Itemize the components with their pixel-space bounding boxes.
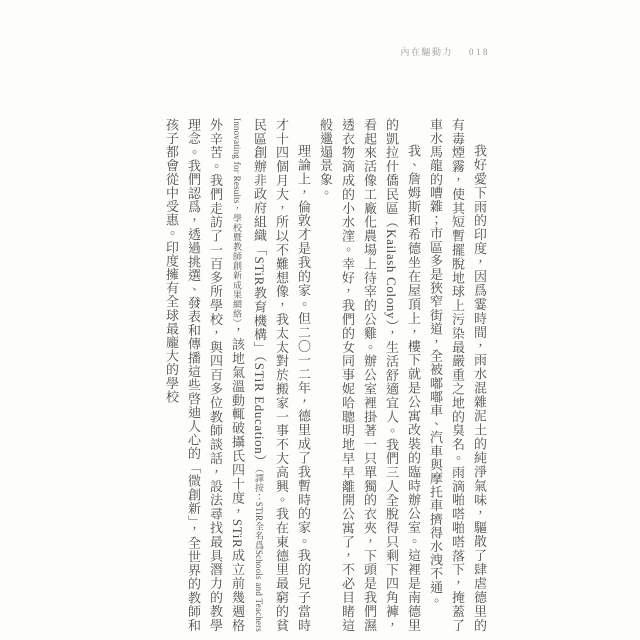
running-head [400, 45, 490, 58]
paragraph-rooftop-office: 我、詹姆斯和希德坐在屋頂上，樓下就是公寓改裝的臨時辦公室。這裡是南德里的凱拉什僑民區（Kailash Colony），生活舒適宜人。我們三人全脫得只剩下四角褲，看起來活像工廠化農場上待宰的公雞。辦公室裡掛著一只單獨的衣夾，下頭是我們濕透衣物滴成的小水漥。幸好，我們的女同事妮哈聰明地早早離開公寓了，不必目睹這般邋遢景象。 [318, 118, 421, 632]
translator-note: （譯按：STiR全名爲Schools and Teachers Innovating for Results，學校暨教師創新成果網絡） [232, 118, 264, 632]
paragraph-stir-lead: 理論上，倫敦才是我的家。但二〇一二年，德里成了我暫時的家。我的兒子當時才十四個月大，所以不難想像，我太太對於搬家一事不大高興。我在東德里最窮的貧民區創辦非政府組織「STiR教育機構」（STiR Education） [252, 118, 311, 632]
paragraph-stir-tail: ，該地氣溫動輒破攝氏四十度，STiR成立前幾週格外辛苦。我們走訪了一百多所學校，與四百多位教師談話，設法尋找最具潛力的教學理念。我們認爲，透過挑選、發表和傳播這些啓迪人心的「微創新」，全世界的教師和孩子都會從中受惠。印度擁有全球最龐大的學校 [164, 118, 245, 632]
body-text [150, 118, 490, 632]
paragraph-stir-founding [160, 118, 314, 632]
paragraph-rain-in-delhi: 我好愛下雨的印度，因爲霎時間，雨水混雜泥土的純淨氣味，驅散了肆虐德里的有毒煙霧，使其短暫擺脫地球上污染最嚴重之地的臭名。雨滴啪嗒啪嗒落下，掩蓋了車水馬龍的嘈雜；市區多是狹窄街道，全被嘟嘟車、汽車與摩托車擠得水洩不通。 [428, 118, 487, 632]
page-number: 018 [469, 47, 490, 57]
book-title: 內在驅動力 [400, 47, 453, 57]
